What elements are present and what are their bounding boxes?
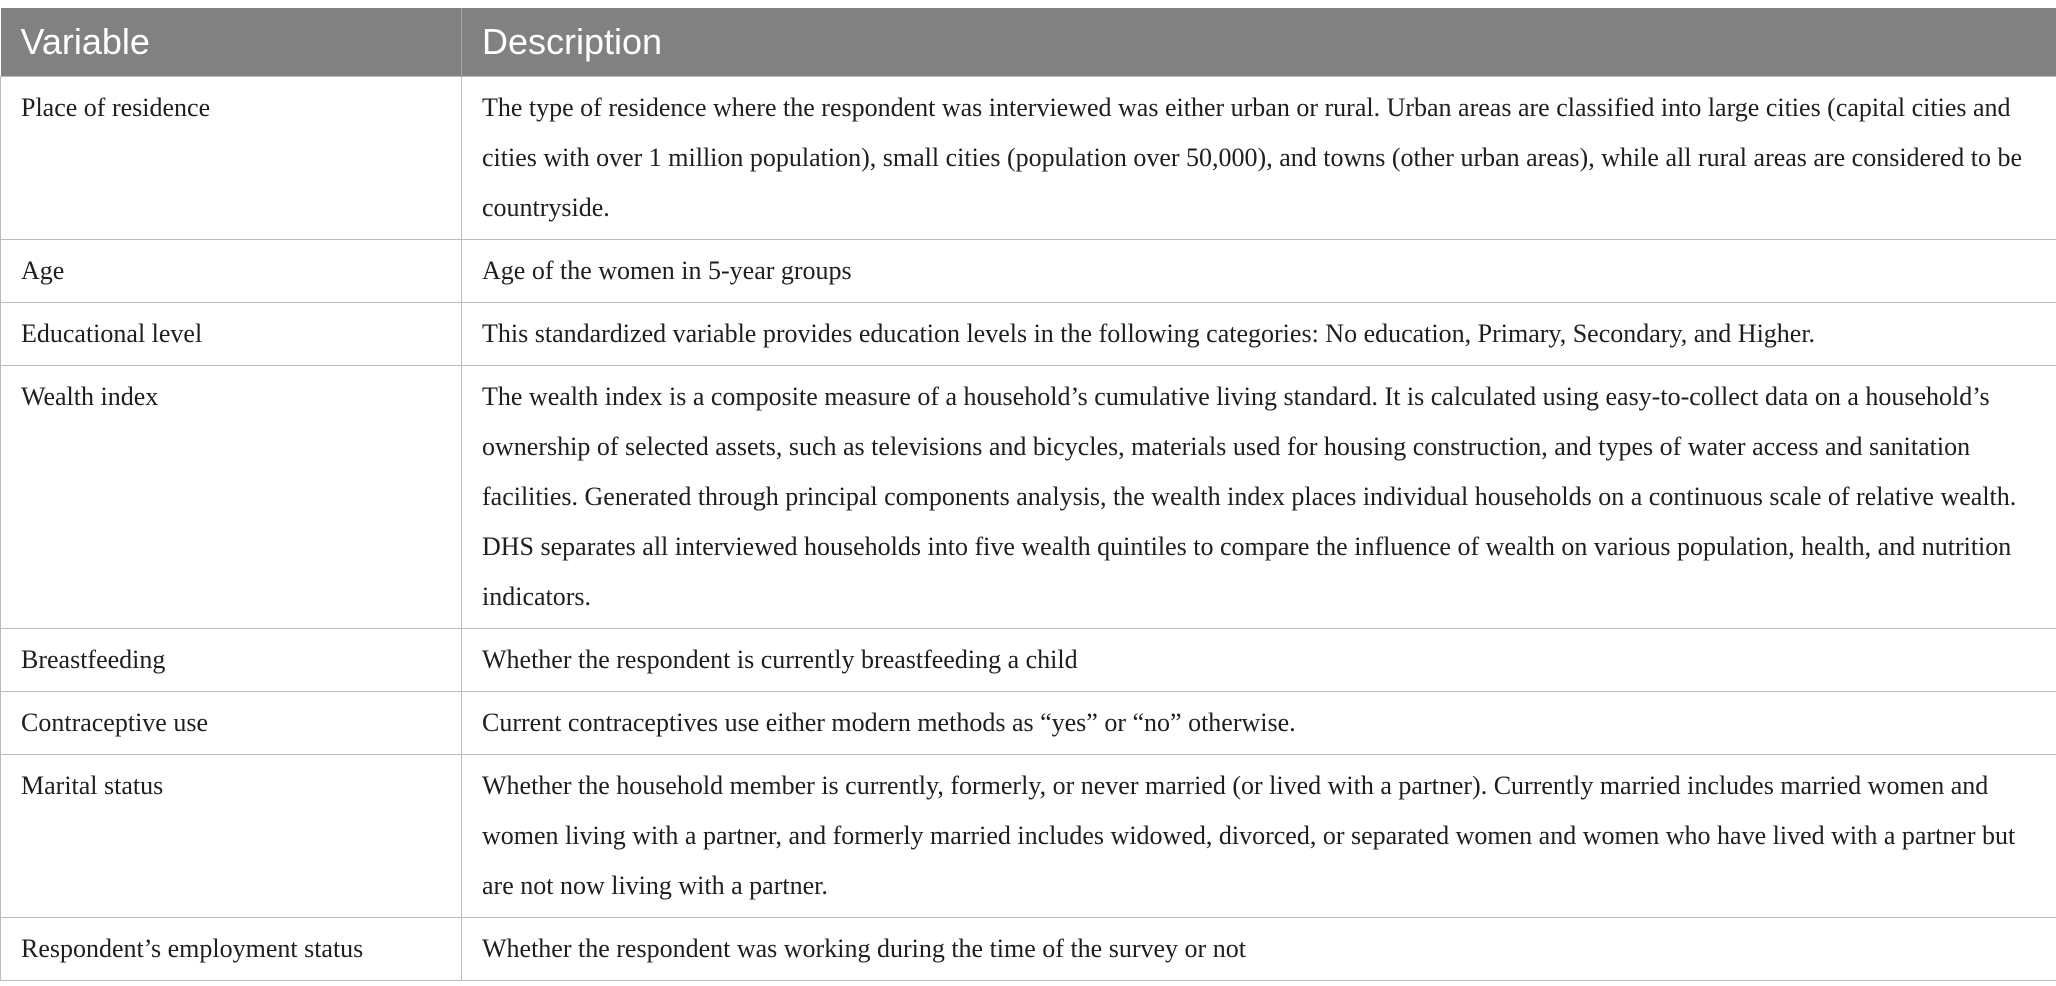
variables-table xyxy=(0,8,2056,981)
variable-cell: Place of residence xyxy=(1,77,462,240)
variables-table-container xyxy=(0,8,2056,981)
table-row xyxy=(1,366,2056,629)
variable-cell: Age xyxy=(1,240,462,303)
table-row xyxy=(1,303,2056,366)
table-row xyxy=(1,692,2056,755)
description-cell: Whether the respondent was working during the time of the survey or not xyxy=(462,918,2056,981)
header-description: Description xyxy=(462,8,2056,77)
table-row xyxy=(1,77,2056,240)
variable-cell: Marital status xyxy=(1,755,462,918)
table-body xyxy=(1,77,2056,981)
description-cell: The type of residence where the respondent was interviewed was either urban or rural. Urban areas are classified into large cities (capital cities and cities with over 1 million population), small cities (population over 50,000), and towns (other urban areas), while all rural areas are considered to be countryside. xyxy=(462,77,2056,240)
table-row xyxy=(1,629,2056,692)
description-cell: Whether the respondent is currently breastfeeding a child xyxy=(462,629,2056,692)
table-row xyxy=(1,918,2056,981)
description-cell: The wealth index is a composite measure of a household’s cumulative living standard. It is calculated using easy-to-collect data on a household’s ownership of selected assets, such as televisions and bicycles, materials used for housing construction, and types of water access and sanitation facilities. Generated through principal components analysis, the wealth index places individual households on a continuous scale of relative wealth. DHS separates all interviewed households into five wealth quintiles to compare the influence of wealth on various population, health, and nutrition indicators. xyxy=(462,366,2056,629)
header-row xyxy=(1,8,2056,77)
description-cell: Age of the women in 5-year groups xyxy=(462,240,2056,303)
variable-cell: Wealth index xyxy=(1,366,462,629)
table-row xyxy=(1,755,2056,918)
description-cell: Whether the household member is currently, formerly, or never married (or lived with a partner). Currently married includes married women and women living with a partner, and formerly married includes widowed, divorced, or separated women and women who have lived with a partner but are not now living with a partner. xyxy=(462,755,2056,918)
variable-cell: Respondent’s employment status xyxy=(1,918,462,981)
description-cell: Current contraceptives use either modern methods as “yes” or “no” otherwise. xyxy=(462,692,2056,755)
table-header xyxy=(1,8,2056,77)
variable-cell: Educational level xyxy=(1,303,462,366)
variable-cell: Breastfeeding xyxy=(1,629,462,692)
description-cell: This standardized variable provides education levels in the following categories: No education, Primary, Secondary, and Higher. xyxy=(462,303,2056,366)
variable-cell: Contraceptive use xyxy=(1,692,462,755)
table-row xyxy=(1,240,2056,303)
header-variable: Variable xyxy=(1,8,462,77)
